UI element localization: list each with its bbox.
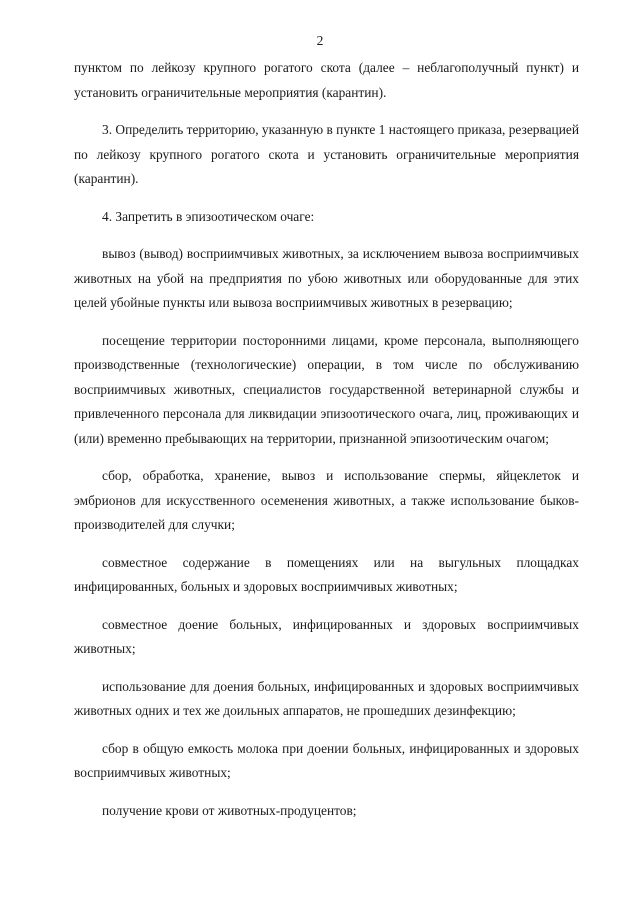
prohibition-shared-milking-equipment: использование для доения больных, инфицированных и здоровых восприимчивых животных одних и тех же доильных аппаратов, не прошедших дезинфекцию; [74, 678, 579, 718]
prohibition-joint-milking: совместное доение больных, инфицированных и здоровых восприимчивых животных; [74, 616, 579, 656]
prohibition-joint-housing: совместное содержание в помещениях или на выгульных площадках инфицированных, больных и здоровых восприимчивых животных; [74, 554, 579, 594]
prohibition-milk-collection: сбор в общую емкость молока при доении больных, инфицированных и здоровых восприимчивых животных; [74, 740, 579, 780]
prohibition-visits: посещение территории посторонними лицами, кроме персонала, выполняющего производственные (технологические) операции, в том числе по обслуживанию восприимчивых животных, специалистов государственной ветеринарной службы и привлеченного персонала для ликвидации эпизоотического очага, лиц, проживающих и (или) временно пребывающих на территории, признанной эпизоотическим очагом; [74, 332, 579, 446]
prohibition-export: вывоз (вывод) восприимчивых животных, за исключением вывоза восприимчивых животных на убой на предприятия по убою животных или оборудованные для этих целей убойные пункты или вывоза восприимчивых животных в резервацию; [74, 246, 579, 310]
prohibition-blood-collection: получение крови от животных-продуцентов; [102, 802, 357, 818]
prohibition-semen-embryos: сбор, обработка, хранение, вывоз и использование спермы, яйцеклеток и эмбрионов для искусственного осеменения животных, а также использование быков-производителей для случки; [74, 468, 579, 532]
document-body [74, 56, 579, 823]
paragraph-continuation: пунктом по лейкозу крупного рогатого скота (далее – неблагополучный пункт) и установить ограничительные мероприятия (карантин). [74, 60, 579, 100]
paragraph-item-3: 3. Определить территорию, указанную в пункте 1 настоящего приказа, резервацией по лейкозу крупного рогатого скота и установить ограничительные мероприятия (карантин). [74, 122, 579, 186]
page-number: 2 [316, 33, 324, 48]
paragraph-item-4-heading: 4. Запретить в эпизоотическом очаге: [102, 208, 315, 224]
